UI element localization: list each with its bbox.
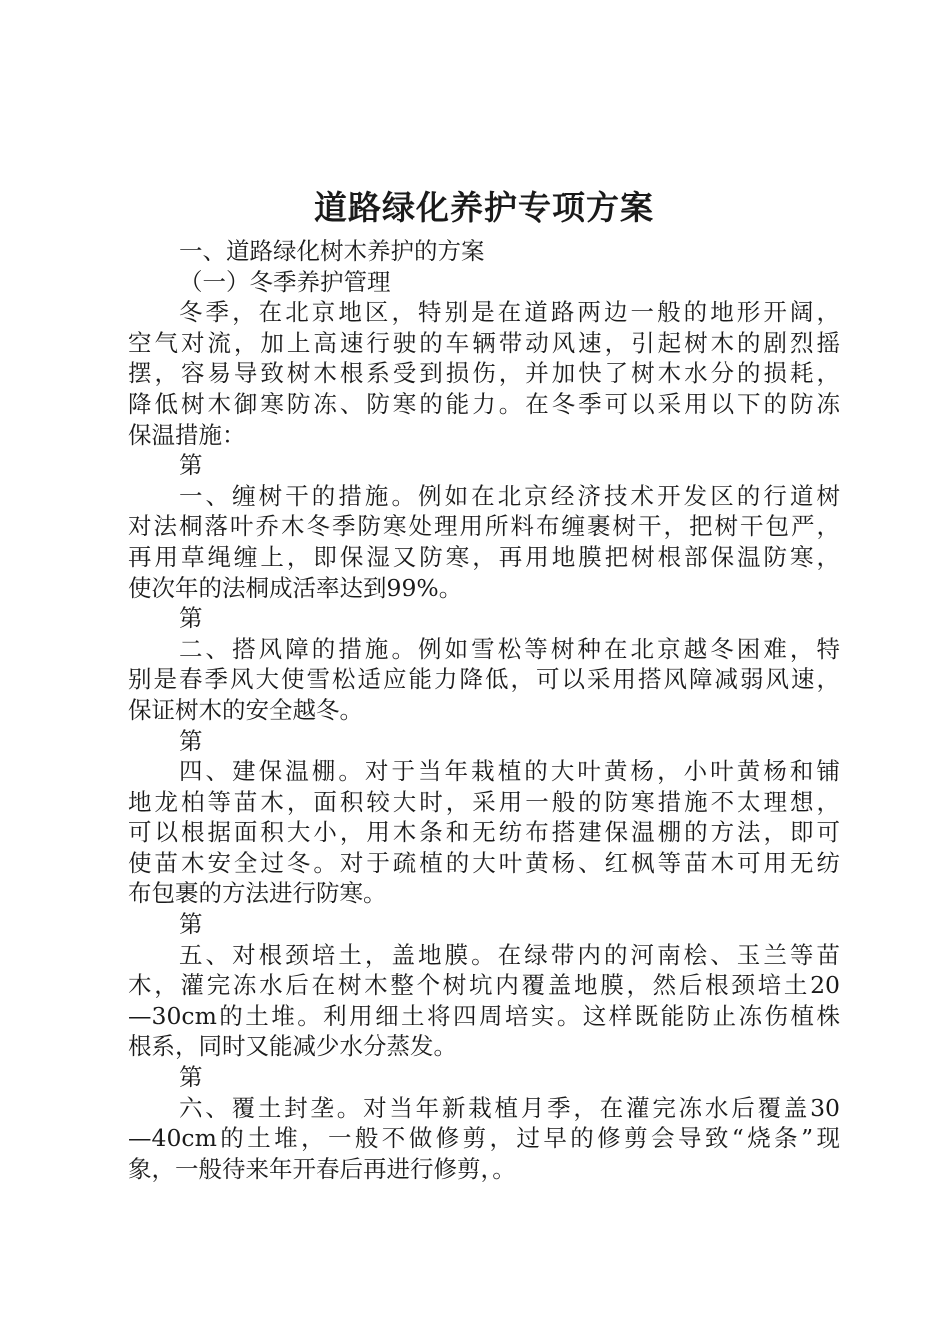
text-line: 保证树木的安全越冬。 [128,695,363,724]
text-line: 地龙柏等苗木，面积较大时，采用一般的防寒措施不太理想， [128,787,840,816]
text-line: 摆，容易导致树木根系受到损伤，并加快了树木水分的损耗， [128,359,840,388]
text-line: 空气对流，加上高速行驶的车辆带动风速，引起树木的剧烈摇 [128,328,840,357]
item-paragraph-5 [128,940,840,1062]
text-line: 别是春季风大使雪松适应能力降低，可以采用搭风障减弱风速， [128,665,840,694]
text-line: 木，灌完冻水后在树木整个树坑内覆盖地膜，然后根颈培土20 [128,971,840,1000]
document-page [128,182,840,1184]
item-paragraph-6 [128,1093,840,1185]
text-line: 五、对根颈培土，盖地膜。在绿带内的河南桧、玉兰等苗 [179,940,840,969]
text-line: —40cm的土堆，一般不做修剪，过早的修剪会导致“烧条”现 [128,1124,840,1153]
document-title: 道路绿化养护专项方案 [314,188,654,227]
text-line: 保温措施： [128,420,246,449]
item-paragraph-4 [128,756,840,909]
text-line: 再用草绳缠上，即保湿又防寒，再用地膜把树根部保温防寒， [128,542,840,571]
item-paragraph-1 [128,481,840,603]
text-line: 一、缠树干的措施。例如在北京经济技术开发区的行道树 [179,481,840,510]
text-line: 对法桐落叶乔木冬季防寒处理用所料布缠裹树干，把树干包严， [128,512,840,541]
text-line: 冬季，在北京地区，特别是在道路两边一般的地形开阔， [179,298,840,327]
item-marker: 第 [179,451,203,480]
item-marker: 第 [179,726,203,755]
intro-paragraph [128,297,840,450]
subsection-heading: （一）冬季养护管理 [179,267,391,296]
item-marker: 第 [179,1063,203,1092]
text-line: 根系，同时又能减少水分蒸发。 [128,1032,457,1061]
text-line: 可以根据面积大小，用木条和无纺布搭建保温棚的方法，即可 [128,818,840,847]
text-line: 四、建保温棚。对于当年栽植的大叶黄杨，小叶黄杨和铺 [179,757,840,786]
text-line: 降低树木御寒防冻、防寒的能力。在冬季可以采用以下的防冻 [128,389,840,418]
section-heading: 一、道路绿化树木养护的方案 [179,237,485,265]
item-marker: 第 [179,910,203,939]
text-line: 布包裹的方法进行防寒。 [128,879,387,908]
text-line: 象，一般待来年开春后再进行修剪，。 [128,1154,516,1183]
text-line: 六、覆土封垄。对当年新栽植月季，在灌完冻水后覆盖30 [179,1093,840,1122]
text-line: 二、搭风障的措施。例如雪松等树种在北京越冬困难，特 [179,634,840,663]
text-line: —30cm的土堆。利用细土将四周培实。这样既能防止冻伤植株 [128,1001,840,1030]
text-line: 使苗木安全过冬。对于疏植的大叶黄杨、红枫等苗木可用无纺 [128,848,840,877]
text-line: 使次年的法桐成活率达到99%。 [128,573,463,602]
item-marker: 第 [179,604,203,633]
item-paragraph-2 [128,634,840,726]
